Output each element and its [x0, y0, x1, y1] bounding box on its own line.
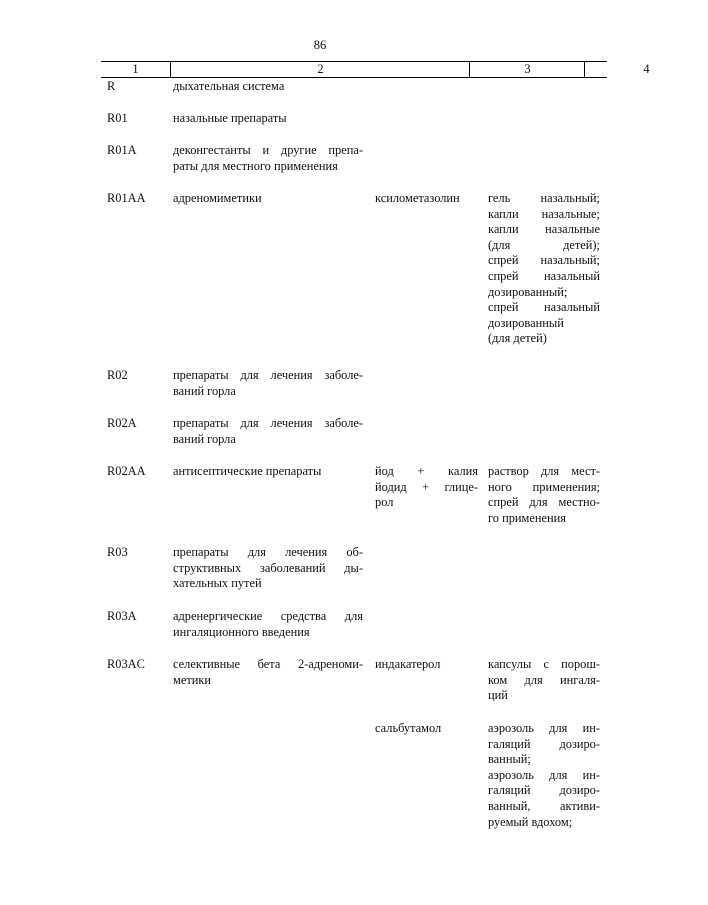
cell-line: дозированный;: [488, 284, 568, 299]
atc-code-cell: [107, 368, 169, 384]
cell-line: ванный, активи-: [488, 798, 600, 813]
cell-line: R: [107, 79, 116, 93]
cell-line: антисептические препараты: [173, 464, 322, 478]
cell-line: спрей назальный;: [488, 253, 600, 268]
cell-line: дыхательная система: [173, 79, 285, 93]
cell-line: ксилометазолин: [375, 191, 460, 205]
cell-line: йод + калия: [375, 464, 478, 478]
cell-line: индакатерол: [375, 657, 441, 671]
cell-line: гель назальный;: [488, 191, 600, 205]
cell-line: раствор для мест-: [488, 464, 600, 478]
substance-cell: [375, 721, 478, 737]
atc-code-cell: [107, 545, 169, 561]
cell-line: деконгестанты и другие препа-: [173, 143, 363, 157]
cell-line: галяций дозиро-: [488, 783, 600, 798]
cell-line: ваний горла: [173, 431, 236, 446]
header-col-2: 2: [170, 62, 470, 77]
cell-line: ного применения;: [488, 479, 600, 494]
cell-line: капли назальные;: [488, 206, 600, 221]
cell-line: R01AA: [107, 191, 146, 205]
atc-code-cell: [107, 191, 169, 207]
cell-line: ваний горла: [173, 383, 236, 398]
cell-line: адренергические средства для: [173, 609, 363, 623]
dosage-form-cell: [488, 721, 600, 830]
cell-line: R01: [107, 111, 128, 125]
cell-line: раты для местного применения: [173, 158, 338, 173]
atc-code-cell: [107, 416, 169, 432]
substance-cell: [375, 464, 478, 511]
atc-code-cell: [107, 464, 169, 480]
cell-line: хательных путей: [173, 576, 262, 591]
cell-line: селективные бета 2-адреноми-: [173, 657, 363, 671]
cell-line: капли назальные: [488, 222, 600, 237]
cell-line: дозированный: [488, 315, 564, 330]
cell-line: сальбутамол: [375, 721, 442, 735]
substance-cell: [375, 657, 478, 673]
group-name-cell: [173, 545, 363, 592]
group-name-cell: [173, 143, 363, 174]
cell-line: ванный;: [488, 752, 531, 767]
header-col-1: 1: [132, 62, 139, 76]
cell-line: препараты для лечения заболе-: [173, 368, 363, 382]
cell-line: спрей назальный: [488, 268, 600, 283]
atc-code-cell: [107, 143, 169, 159]
cell-line: R03AC: [107, 657, 145, 671]
group-name-cell: [173, 657, 363, 688]
cell-line: аэрозоль для ин-: [488, 721, 600, 735]
atc-code-cell: [107, 657, 169, 673]
dosage-form-cell: [488, 657, 600, 704]
table-header: [101, 61, 650, 78]
dosage-form-cell: [488, 191, 600, 347]
header-col-4: 4: [584, 62, 708, 77]
cell-line: ций: [488, 688, 508, 703]
group-name-cell: [173, 609, 363, 640]
cell-line: препараты для лечения заболе-: [173, 416, 363, 430]
cell-line: R02: [107, 368, 128, 382]
cell-line: адреномиметики: [173, 191, 262, 205]
group-name-cell: [173, 191, 363, 207]
group-name-cell: [173, 79, 363, 95]
atc-code-cell: [107, 609, 169, 625]
cell-line: руемый вдохом;: [488, 814, 573, 829]
group-name-cell: [173, 416, 363, 447]
group-name-cell: [173, 111, 363, 127]
group-name-cell: [173, 368, 363, 399]
cell-line: го применения: [488, 510, 566, 525]
cell-line: (для детей);: [488, 237, 600, 252]
cell-line: структивных заболеваний ды-: [173, 560, 363, 575]
cell-line: R02AA: [107, 464, 146, 478]
cell-line: йодид + глице-: [375, 479, 478, 494]
cell-line: R03A: [107, 609, 137, 623]
cell-line: (для детей): [488, 331, 547, 346]
cell-line: R01A: [107, 143, 137, 157]
cell-line: рол: [375, 495, 394, 510]
substance-cell: [375, 191, 478, 207]
cell-line: капсулы с порош-: [488, 657, 600, 671]
cell-line: галяций дозиро-: [488, 736, 600, 751]
cell-line: препараты для лечения об-: [173, 545, 363, 559]
page-number: 86: [313, 38, 327, 52]
cell-line: метики: [173, 672, 212, 687]
cell-line: аэрозоль для ин-: [488, 767, 600, 782]
cell-line: R02A: [107, 416, 137, 430]
atc-code-cell: [107, 111, 169, 127]
cell-line: ингаляционного введения: [173, 624, 310, 639]
cell-line: спрей для местно-: [488, 495, 600, 510]
cell-line: спрей назальный: [488, 300, 600, 315]
cell-line: ком для ингаля-: [488, 672, 600, 687]
header-col-3: 3: [469, 62, 585, 77]
dosage-form-cell: [488, 464, 600, 526]
atc-code-cell: [107, 79, 169, 95]
cell-line: R03: [107, 545, 128, 559]
group-name-cell: [173, 464, 363, 480]
cell-line: назальные препараты: [173, 111, 287, 125]
